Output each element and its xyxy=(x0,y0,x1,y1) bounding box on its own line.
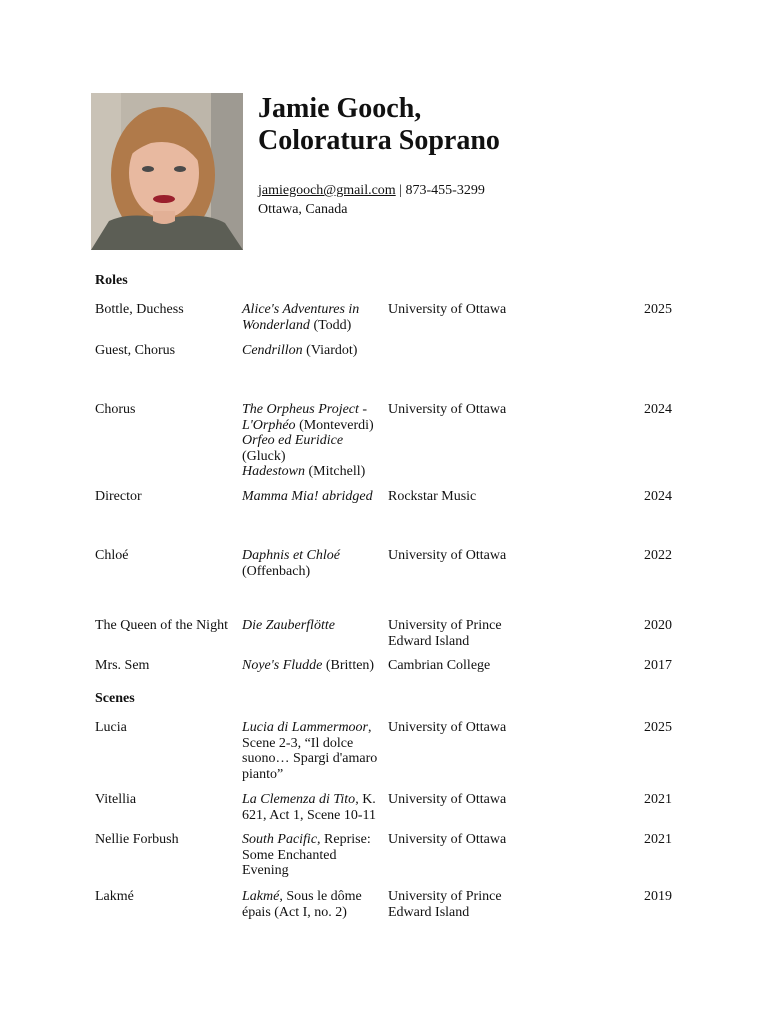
work-detail: (Gluck) xyxy=(242,448,286,464)
work-title xyxy=(242,302,382,333)
role-name: The Queen of the Night xyxy=(95,618,228,633)
work-title-italic: Mamma Mia! abridged xyxy=(242,489,373,504)
work-title xyxy=(242,489,382,505)
venue: University of Ottawa xyxy=(388,302,507,317)
work-line xyxy=(242,402,382,433)
work-title xyxy=(242,548,382,579)
name-heading xyxy=(258,93,500,157)
work-title xyxy=(242,618,382,634)
year: 2025 xyxy=(644,720,672,735)
work-title xyxy=(242,792,382,823)
role-name: Director xyxy=(95,489,142,504)
work-line xyxy=(242,658,382,674)
year: 2022 xyxy=(644,548,672,563)
role-name: Chorus xyxy=(95,402,136,417)
work-title-italic: Daphnis et Chloé xyxy=(242,548,340,563)
email-link[interactable]: jamiegooch@gmail.com xyxy=(258,183,396,198)
work-title xyxy=(242,402,382,480)
venue: University of Ottawa xyxy=(388,720,507,735)
work-title-italic: Noye's Fludde xyxy=(242,658,323,673)
year: 2019 xyxy=(644,889,672,904)
role-name: Nellie Forbush xyxy=(95,832,179,847)
work-title xyxy=(242,343,382,359)
headshot-photo xyxy=(91,93,243,250)
work-title-italic: Alice's Adventures in Wonderland xyxy=(242,302,360,333)
scenes-heading: Scenes xyxy=(95,691,135,706)
work-line xyxy=(242,618,382,634)
work-line xyxy=(242,889,382,920)
role-name: Chloé xyxy=(95,548,129,563)
name-line-2: Coloratura Soprano xyxy=(258,125,500,156)
role-name: Lakmé xyxy=(95,889,134,904)
work-line xyxy=(242,720,382,782)
year: 2025 xyxy=(644,302,672,317)
role-name: Mrs. Sem xyxy=(95,658,150,673)
work-line xyxy=(242,489,382,505)
year: 2024 xyxy=(644,489,672,504)
work-title-italic: Cendrillon xyxy=(242,343,303,358)
venue: University of Prince Edward Island xyxy=(388,618,502,649)
work-line xyxy=(242,302,382,333)
work-line xyxy=(242,548,382,579)
year: 2021 xyxy=(644,792,672,807)
work-title xyxy=(242,658,382,674)
venue: University of Ottawa xyxy=(388,792,507,807)
work-detail: (Todd) xyxy=(309,317,352,333)
year: 2020 xyxy=(644,618,672,633)
work-title-italic: The Orpheus Project - L'Orphéo xyxy=(242,402,368,433)
work-line xyxy=(242,792,382,823)
work-line xyxy=(242,343,382,359)
work-detail: , Sous le dôme épais (Act I, no. 2) xyxy=(242,889,362,920)
work-title-italic: Lucia di Lammermoor xyxy=(242,720,369,735)
role-name: Guest, Chorus xyxy=(95,343,176,358)
location-text: Ottawa, Canada xyxy=(258,202,348,217)
work-title-italic: Orfeo ed Euridice xyxy=(242,433,344,448)
work-title-italic: Lakmé xyxy=(242,889,280,904)
work-title xyxy=(242,889,382,920)
venue: University of Prince Edward Island xyxy=(388,889,502,920)
role-name: Bottle, Duchess xyxy=(95,302,184,317)
work-detail: (Offenbach) xyxy=(242,563,311,579)
role-name: Vitellia xyxy=(95,792,137,807)
role-name: Lucia xyxy=(95,720,127,735)
work-line xyxy=(242,832,382,879)
work-line xyxy=(242,433,382,464)
roles-heading: Roles xyxy=(95,273,128,288)
work-detail: , Scene 2-3, “Il dolce suono… Spargi d'amaro pianto” xyxy=(242,720,378,782)
contact-block xyxy=(258,181,485,219)
work-detail: , K. 621, Act 1, Scene 10-11 xyxy=(242,792,377,823)
work-title-italic: South Pacific xyxy=(242,832,318,847)
work-title-italic: La Clemenza di Tito xyxy=(242,792,356,807)
name-line-1: Jamie Gooch, xyxy=(258,93,422,124)
work-title xyxy=(242,832,382,879)
year: 2017 xyxy=(644,658,672,673)
contact-line xyxy=(258,181,485,200)
venue: University of Ottawa xyxy=(388,402,507,417)
venue: University of Ottawa xyxy=(388,548,507,563)
work-detail: (Britten) xyxy=(322,658,375,673)
venue: University of Ottawa xyxy=(388,832,507,847)
work-title-italic: Hadestown xyxy=(242,464,305,479)
work-title xyxy=(242,720,382,782)
work-detail: , Reprise: Some Enchanted Evening xyxy=(242,832,371,878)
work-title-italic: Die Zauberflötte xyxy=(242,618,335,633)
work-detail: (Viardot) xyxy=(302,343,358,358)
year: 2021 xyxy=(644,832,672,847)
work-detail: (Monteverdi) xyxy=(295,417,374,433)
phone-text: | 873-455-3299 xyxy=(395,183,485,198)
venue: Cambrian College xyxy=(388,658,491,673)
venue: Rockstar Music xyxy=(388,489,477,504)
year: 2024 xyxy=(644,402,672,417)
work-detail: (Mitchell) xyxy=(305,464,366,479)
work-line xyxy=(242,464,382,480)
